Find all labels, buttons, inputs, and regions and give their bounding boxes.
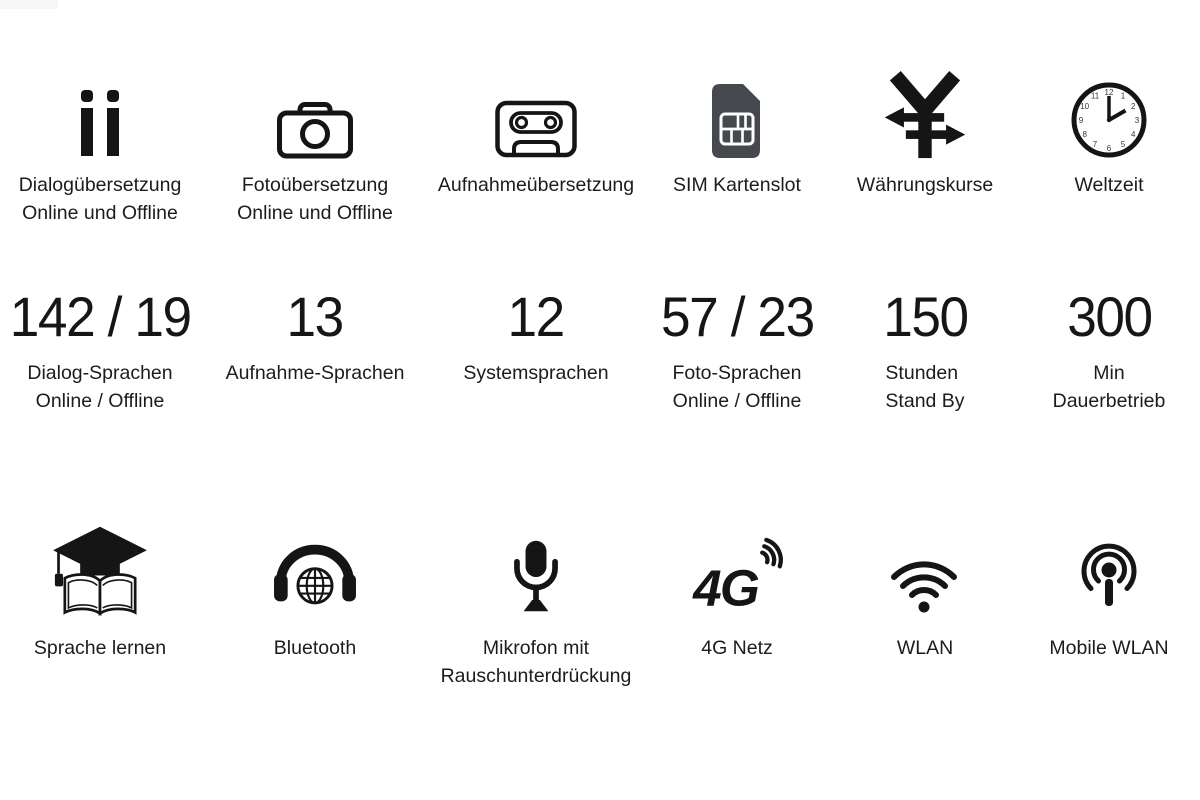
world-clock-icon bbox=[1069, 84, 1149, 160]
clock-numeral: 6 bbox=[1106, 144, 1112, 153]
clock-numeral: 11 bbox=[1090, 91, 1100, 101]
feature-cell-wlan bbox=[832, 480, 1018, 800]
label-line: Währungskurse bbox=[856, 174, 994, 196]
feature-label bbox=[1075, 171, 1144, 199]
clock-numeral: 1 bbox=[1120, 91, 1126, 101]
feature-label bbox=[34, 634, 166, 662]
label-line: Mikrofon mit bbox=[482, 637, 590, 659]
dialog-people-icon bbox=[69, 84, 131, 160]
label-line: Stunden bbox=[885, 362, 959, 384]
stat-cell-aufnahme-sprachen bbox=[200, 262, 430, 480]
feature-cell-aufnahme bbox=[430, 0, 642, 262]
clock-numeral: 8 bbox=[1082, 130, 1087, 139]
stat-value: 300 bbox=[1066, 285, 1152, 348]
label-line: WLAN bbox=[896, 637, 954, 659]
label-line: Online / Offline bbox=[35, 390, 165, 412]
cassette-icon bbox=[495, 84, 577, 160]
stat-label bbox=[463, 359, 608, 387]
stat-cell-foto-sprachen bbox=[642, 262, 832, 480]
feature-label bbox=[673, 171, 801, 199]
label-line: Dialogübersetzung bbox=[18, 174, 182, 196]
signal-4g-icon bbox=[689, 525, 785, 617]
feature-label bbox=[857, 171, 994, 199]
yen-exchange-icon bbox=[875, 84, 975, 160]
clock-numeral: 7 bbox=[1092, 140, 1098, 149]
feature-cell-waehrung bbox=[832, 0, 1018, 262]
stat-label bbox=[885, 359, 964, 415]
feature-cell-dialog bbox=[0, 0, 200, 262]
label-line: SIM Kartenslot bbox=[673, 174, 801, 196]
stat-cell-systemsprachen bbox=[430, 262, 642, 480]
feature-label bbox=[274, 634, 356, 662]
feature-cell-foto bbox=[200, 0, 430, 262]
feature-label bbox=[1049, 634, 1168, 662]
feature-cell-lernen bbox=[0, 480, 200, 800]
feature-label bbox=[701, 634, 773, 662]
wifi-icon bbox=[886, 525, 964, 617]
label-line: Systemsprachen bbox=[463, 362, 609, 384]
label-line: Online und Offline bbox=[237, 202, 393, 224]
sim-card-icon bbox=[708, 84, 766, 160]
stat-value: 150 bbox=[882, 285, 968, 348]
stat-label bbox=[673, 359, 802, 415]
clock-numeral: 5 bbox=[1120, 140, 1126, 149]
label-line: Online und Offline bbox=[22, 202, 178, 224]
label-line: Mobile WLAN bbox=[1049, 637, 1169, 659]
stat-label bbox=[27, 359, 172, 415]
stat-label bbox=[1053, 359, 1166, 415]
stat-cell-standby bbox=[832, 262, 1018, 480]
microphone-icon bbox=[505, 525, 567, 617]
stat-cell-dialog-sprachen bbox=[0, 262, 200, 480]
label-line: Dauerbetrieb bbox=[1052, 390, 1166, 412]
label-line: Bluetooth bbox=[273, 637, 357, 659]
feature-cell-bluetooth bbox=[200, 480, 430, 800]
clock-numeral: 2 bbox=[1130, 102, 1136, 111]
stat-value: 12 bbox=[507, 285, 565, 348]
hotspot-icon bbox=[1069, 525, 1149, 617]
label-line: Fotoübersetzung bbox=[241, 174, 389, 196]
label-line: Dialog-Sprachen bbox=[27, 362, 173, 384]
camera-icon bbox=[276, 84, 354, 160]
feature-label bbox=[441, 634, 632, 690]
feature-cell-mobile-wlan bbox=[1018, 480, 1200, 800]
stat-cell-dauerbetrieb bbox=[1018, 262, 1200, 480]
feature-label bbox=[19, 171, 182, 227]
feature-cell-sim bbox=[642, 0, 832, 262]
clock-numeral: 3 bbox=[1134, 116, 1140, 125]
signal-4g-text: 4G bbox=[693, 558, 758, 617]
label-line: Stand By bbox=[885, 390, 965, 412]
label-line: Rauschunterdrückung bbox=[440, 665, 632, 687]
clock-numeral: 4 bbox=[1130, 130, 1136, 139]
feature-cell-4g bbox=[642, 480, 832, 800]
clock-numeral: 12 bbox=[1104, 88, 1114, 97]
clock-numeral: 10 bbox=[1080, 102, 1090, 111]
label-line: 4G Netz bbox=[701, 637, 773, 659]
stat-value: 13 bbox=[286, 285, 344, 348]
graduation-book-icon bbox=[44, 525, 156, 617]
label-line: Foto-Sprachen bbox=[672, 362, 802, 384]
feature-label bbox=[897, 634, 953, 662]
headphones-globe-icon bbox=[269, 525, 361, 617]
label-line: Weltzeit bbox=[1074, 174, 1144, 196]
stat-label bbox=[226, 359, 405, 387]
label-line: Aufnahme-Sprachen bbox=[225, 362, 405, 384]
feature-cell-weltzeit bbox=[1018, 0, 1200, 262]
feature-cell-mikrofon bbox=[430, 480, 642, 800]
label-line: Min bbox=[1093, 362, 1125, 384]
feature-label bbox=[438, 171, 634, 199]
clock-numeral: 9 bbox=[1078, 116, 1084, 125]
label-line: Aufnahmeübersetzung bbox=[437, 174, 635, 196]
feature-label bbox=[237, 171, 393, 227]
stat-value: 57 / 23 bbox=[660, 285, 814, 348]
label-line: Sprache lernen bbox=[33, 637, 167, 659]
stat-value: 142 / 19 bbox=[9, 285, 191, 348]
label-line: Online / Offline bbox=[672, 390, 802, 412]
